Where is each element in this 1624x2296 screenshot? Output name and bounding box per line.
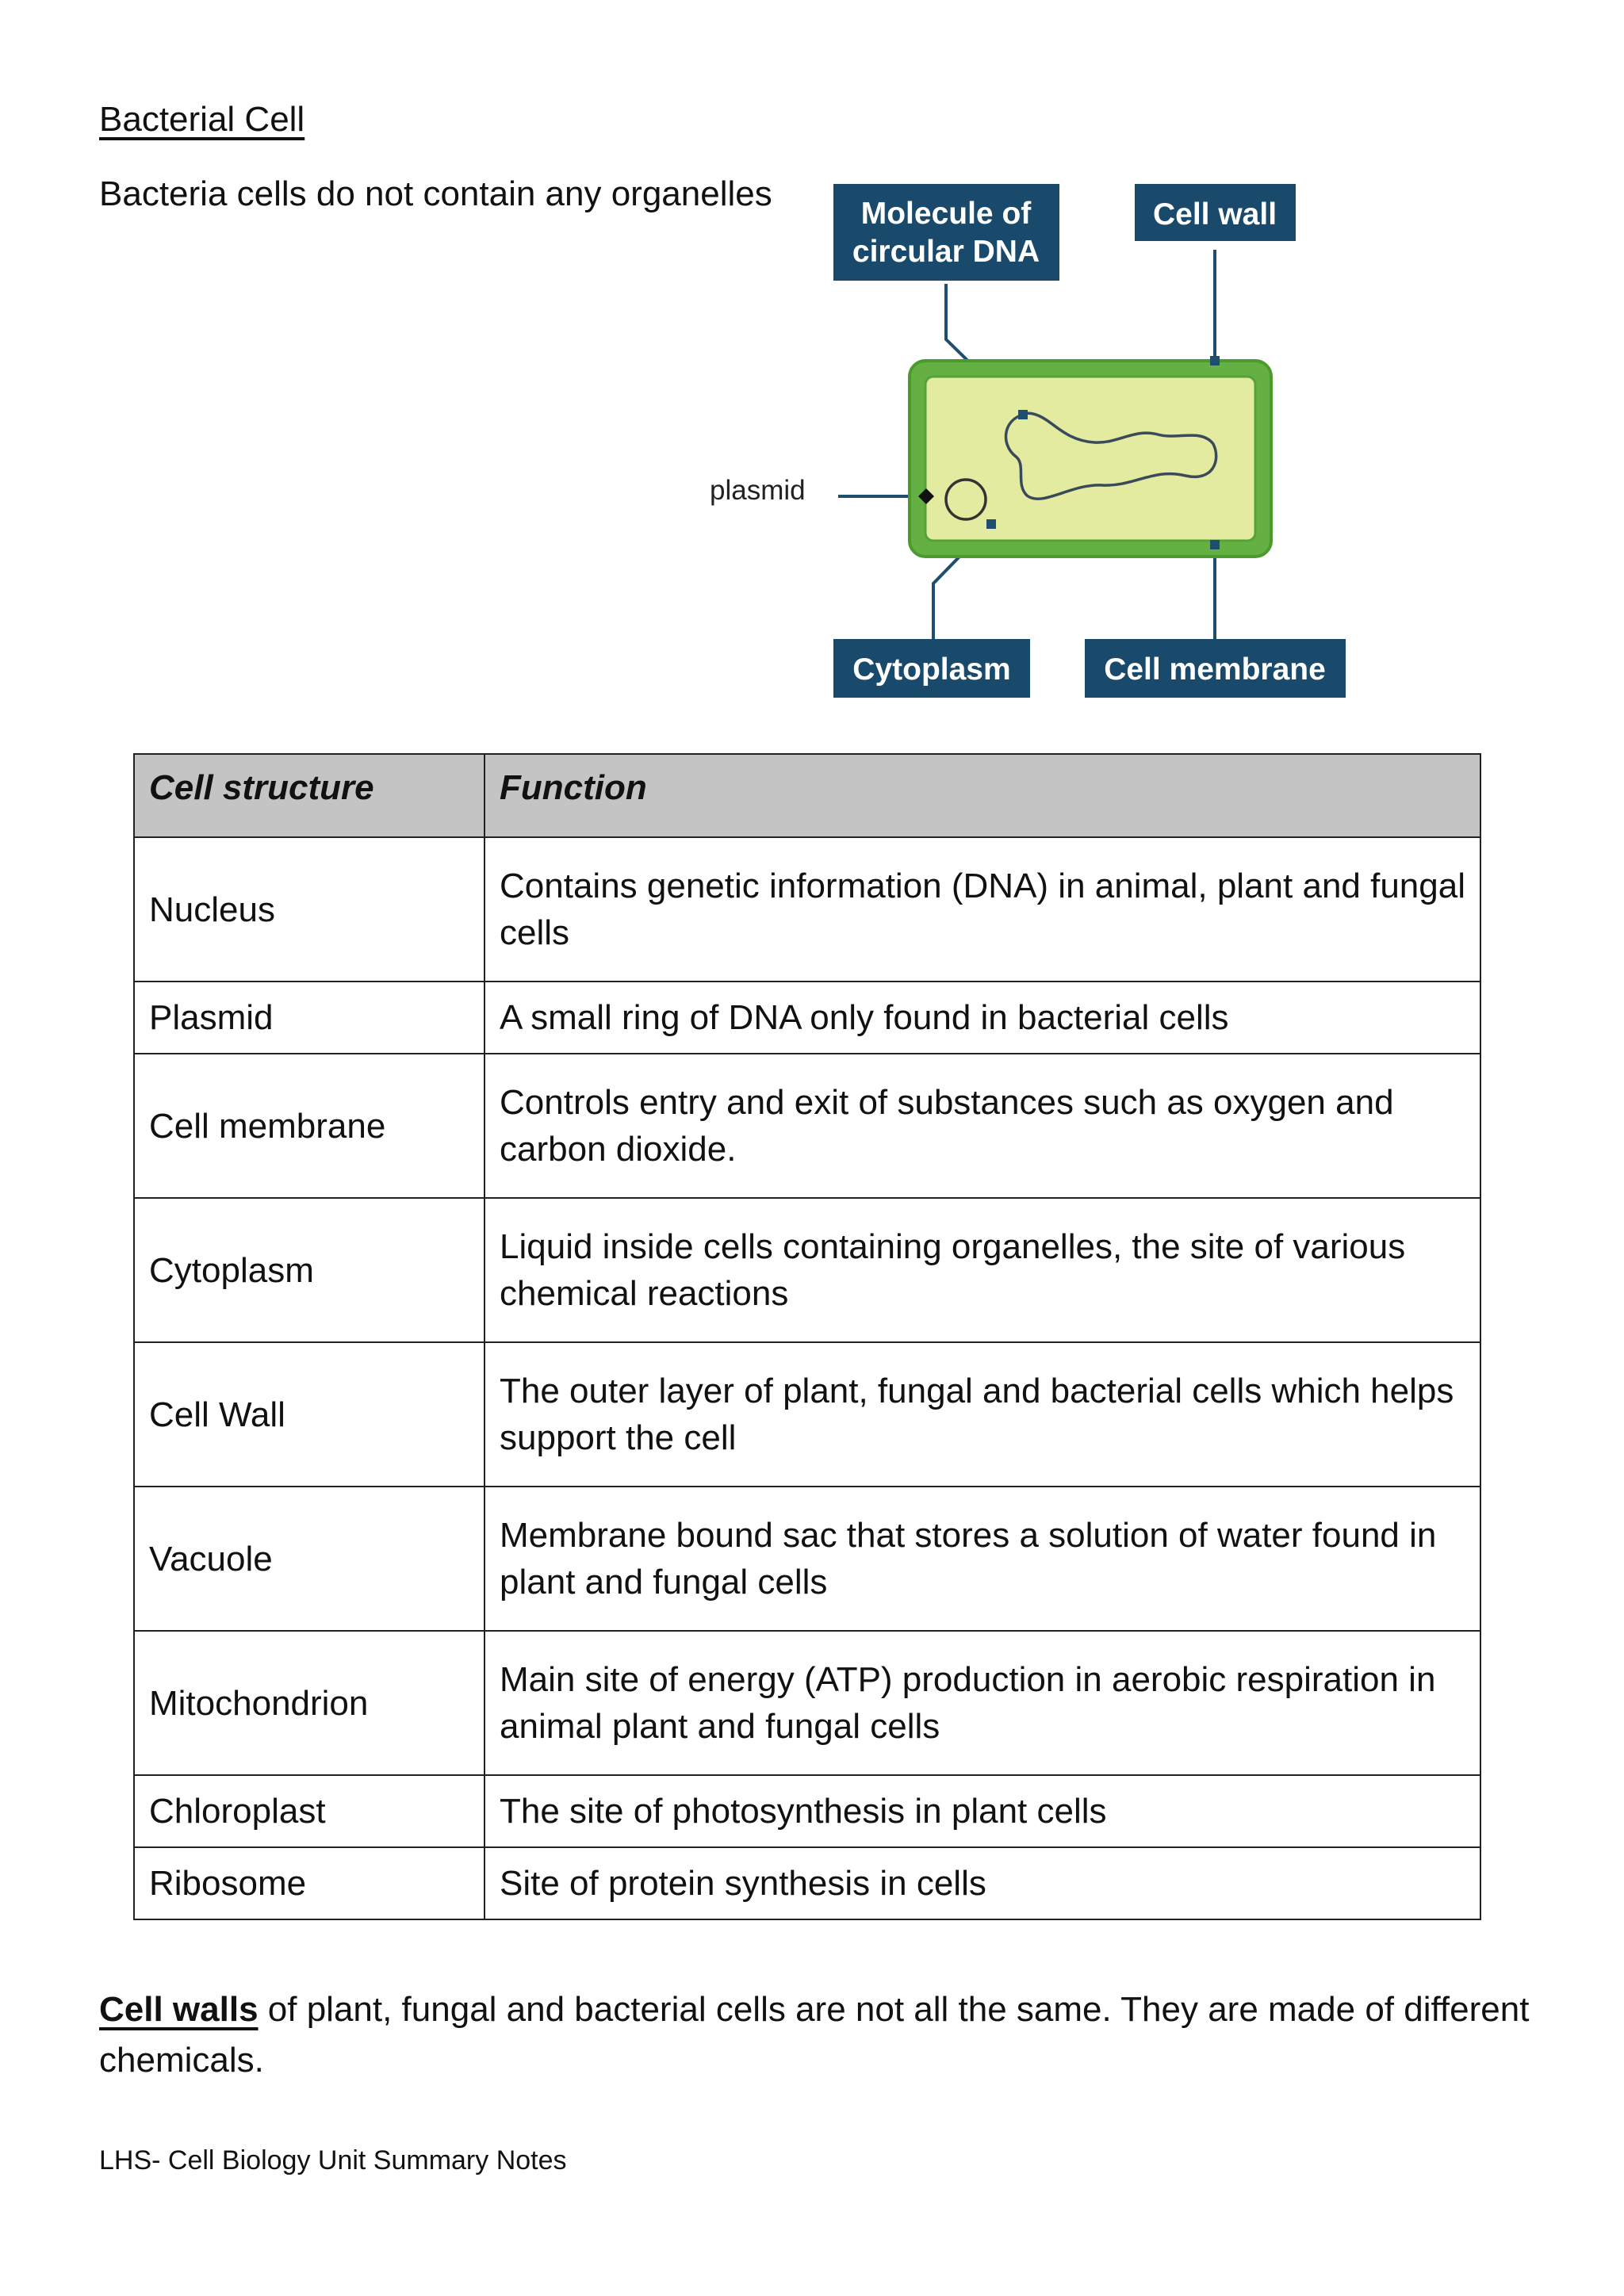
function-cell: A small ring of DNA only found in bacterial cells	[485, 982, 1480, 1054]
function-cell: The outer layer of plant, fungal and bacterial cells which helps support the cell	[485, 1342, 1480, 1487]
table-row	[134, 1342, 1480, 1487]
structure-cell: Cell membrane	[134, 1054, 485, 1198]
label-cytoplasm	[833, 639, 1030, 698]
dna-label-line2: circular DNA	[852, 235, 1040, 269]
bacterial-cell-diagram	[0, 0, 1624, 714]
structure-cell: Mitochondrion	[134, 1631, 485, 1775]
plasmid-label: plasmid	[710, 475, 806, 506]
structure-cell: Cytoplasm	[134, 1198, 485, 1342]
label-molecule-of-circular-dna	[833, 184, 1059, 281]
function-cell: Contains genetic information (DNA) in animal, plant and fungal cells	[485, 837, 1480, 982]
table-row	[134, 1631, 1480, 1775]
page-footer: LHS- Cell Biology Unit Summary Notes	[99, 2145, 567, 2175]
cell-wall-label: Cell wall	[1152, 197, 1277, 232]
structure-cell: Chloroplast	[134, 1775, 485, 1847]
structure-cell: Nucleus	[134, 837, 485, 982]
page-heading: Bacterial Cell	[99, 100, 305, 139]
label-cell-wall	[1135, 184, 1296, 241]
table-row	[134, 982, 1480, 1054]
cell-walls-keyword: Cell walls	[99, 1990, 259, 2029]
table-row	[134, 1487, 1480, 1631]
structure-cell: Ribosome	[134, 1847, 485, 1919]
table-row	[134, 837, 1480, 982]
intro-text: Bacteria cells do not contain any organelles	[99, 174, 772, 213]
cell-walls-note-text: of plant, fungal and bacterial cells are not all the same. They are made of different chemicals.	[99, 1990, 1530, 2080]
function-cell: Membrane bound sac that stores a solution of water found in plant and fungal cells	[485, 1487, 1480, 1631]
table-row	[134, 1775, 1480, 1847]
structure-cell: Plasmid	[134, 982, 485, 1054]
header-cell-structure: Cell structure	[134, 754, 485, 837]
structure-cell: Vacuole	[134, 1487, 485, 1631]
dna-label-line1: Molecule of	[860, 197, 1032, 231]
function-cell: Main site of energy (ATP) production in aerobic respiration in animal plant and fungal cells	[485, 1631, 1480, 1775]
label-cell-membrane	[1085, 639, 1346, 698]
cell-walls-note	[99, 1984, 1542, 2086]
header-function: Function	[485, 754, 1480, 837]
table-row	[134, 1198, 1480, 1342]
function-cell: Liquid inside cells containing organelles, the site of various chemical reactions	[485, 1198, 1480, 1342]
table-row	[134, 1847, 1480, 1919]
cell-structure-table	[133, 753, 1481, 1920]
function-cell: Controls entry and exit of substances such as oxygen and carbon dioxide.	[485, 1054, 1480, 1198]
cytoplasm-label: Cytoplasm	[852, 652, 1011, 687]
structure-cell: Cell Wall	[134, 1342, 485, 1487]
table-header-row	[134, 754, 1480, 837]
function-cell: Site of protein synthesis in cells	[485, 1847, 1480, 1919]
cell-membrane-label: Cell membrane	[1104, 652, 1326, 687]
function-cell: The site of photosynthesis in plant cells	[485, 1775, 1480, 1847]
table-row	[134, 1054, 1480, 1198]
